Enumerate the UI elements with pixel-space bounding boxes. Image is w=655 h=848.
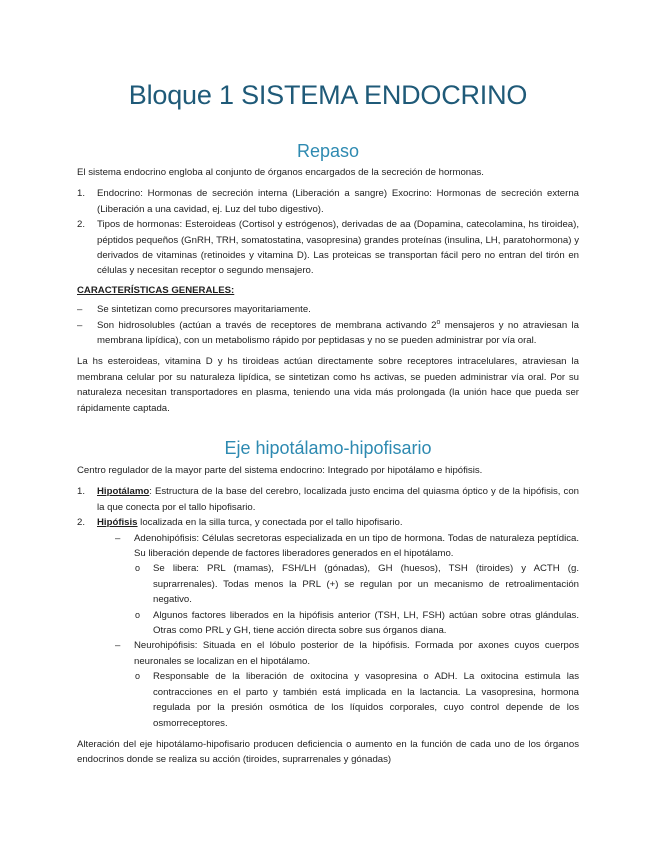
list-item <box>77 186 579 217</box>
bullet-marker: o <box>135 671 141 682</box>
list-marker: 2. <box>77 219 86 231</box>
list-marker: 1. <box>77 188 86 200</box>
bullet-marker: o <box>135 609 141 620</box>
definition-text: : Estructura de la base del cerebro, localizada justo encima del quiasma óptico y de la hipófisis, con la que conecta por el tallo hipofisario. <box>97 486 579 513</box>
list-item <box>77 302 579 317</box>
closing-paragraph: La hs esteroideas, vitamina D y hs tiroideas actúan directamente sobre receptores intracelulares, atraviesan la membrana celular por su naturaleza lipídica, se sintetizan como hs activas, se pueden administrar vía oral. Por su naturaleza necesitan transportadores en plasma, teniendo una vida más prolongada (la unión hace que pueda ser rápidamente captada. <box>77 356 579 414</box>
dash-marker: – <box>77 319 83 331</box>
term-hipofisis: Hipófisis <box>97 517 138 529</box>
list-marker: 2. <box>77 517 86 529</box>
sub-sub-list-item <box>77 608 579 639</box>
text-after: mensajeros y no atraviesan la membrana lipídica), con un metabolismo rápido por peptidasas y no se pueden administrar por vía oral. <box>97 319 579 347</box>
list-item-text <box>97 517 403 528</box>
list-item <box>77 484 579 515</box>
dash-marker: – <box>77 304 83 316</box>
bullet-marker: o <box>135 563 141 574</box>
intro-paragraph: Centro regulador de la mayor parte del sistema endocrino: Integrado por hipotálamo e hipófisis. <box>77 465 483 476</box>
list-item <box>77 318 579 349</box>
dash-marker: – <box>115 640 121 652</box>
list-item-text: Endocrino: Hormonas de secreción interna (Liberación a sangre) Exocrino: Hormonas de secreción externa (Liberación a una cavidad, ej. Luz del tubo digestivo). <box>97 188 579 215</box>
intro-paragraph: El sistema endocrino engloba al conjunto de órganos encargados de la secreción de hormonas. <box>77 167 484 178</box>
list-item-text: Se libera: PRL (mamas), FSH/LH (gónadas), GH (huesos), TSH (tiroides) y ACTH (g. suprarrenales). Todas menos la PRL (+) se regulan por un mecanismo de retroalimentación negativo. <box>153 563 579 606</box>
characteristics-heading-text: CARACTERÍSTICAS GENERALES: <box>77 284 235 296</box>
list-item-text: Se sintetizan como precursores mayoritariamente. <box>97 304 311 316</box>
dash-marker: – <box>115 532 121 544</box>
closing-paragraph: Alteración del eje hipotálamo-hipofisario producen deficiencia o aumento en la función de cada uno de los órganos endocrinos donde se realiza su acción (tiroides, suprarrenales y gónadas) <box>77 738 579 766</box>
list-item-text: Responsable de la liberación de oxitocina y vasopresina o ADH. La oxitocina estimula las contracciones en el parto y también está implicada en la lactancia. La vasopresina, hormona regulada por la presión osmótica de los líquidos corporales, cuyo control depende de los osmorreceptores. <box>153 671 579 729</box>
list-marker: 1. <box>77 486 86 498</box>
section-repaso-body <box>77 165 579 416</box>
section-heading-eje: Eje hipotálamo-hipofisario <box>224 438 432 458</box>
term-hipotalamo: Hipotálamo <box>97 486 150 498</box>
sub-list-item <box>77 531 579 562</box>
sub-sub-list-item <box>77 669 579 731</box>
text-before: Son hidrosolubles (actúan a través de receptores de membrana activando 2 <box>97 319 437 331</box>
definition-text: localizada en la silla turca, y conectada por el tallo hipofisario. <box>137 517 403 529</box>
list-item-text: Adenohipófisis: Células secretoras especializada en un tipo de hormona. Todas de naturaleza peptídica. Su liberación depende de factores liberadores generados en el hipotálamo. <box>134 532 579 560</box>
sub-list-item <box>77 638 579 669</box>
page-title: Bloque 1 SISTEMA ENDOCRINO <box>128 80 528 110</box>
characteristics-heading <box>77 283 579 298</box>
section-heading-repaso: Repaso <box>296 141 360 161</box>
list-item-text <box>97 486 579 512</box>
list-item-text <box>97 320 579 346</box>
list-item-text: Tipos de hormonas: Esteroideas (Cortisol y estrógenos), derivadas de aa (Dopamina, catecolamina, hs tiroidea), péptidos pequeños (GnRH, TRH, somatostatina, vasopresina) grandes proteínas (insulina, LH, paratohormona) y derivados de vitaminas (retinoides y vitamina D). Las proteicas se transportan fácil pero no entran del tirón en células y necesitan receptor o segundo mensajero. <box>97 219 579 277</box>
list-item-text: Algunos factores liberados en la hipófisis anterior (TSH, LH, FSH) actúan sobre otras glándulas. Otras como PRL y GH, tiene acción directa sobre sus órganos diana. <box>153 609 579 637</box>
list-item <box>77 217 579 279</box>
list-item <box>77 515 579 530</box>
list-item-text: Neurohipófisis: Situada en el lóbulo posterior de la hipófisis. Formada por axones cuyos cuerpos neuronales se localizan en el hipotálamo. <box>134 640 579 667</box>
section-eje-body <box>77 463 579 768</box>
superscript: o <box>436 318 441 326</box>
sub-sub-list-item <box>77 561 579 607</box>
